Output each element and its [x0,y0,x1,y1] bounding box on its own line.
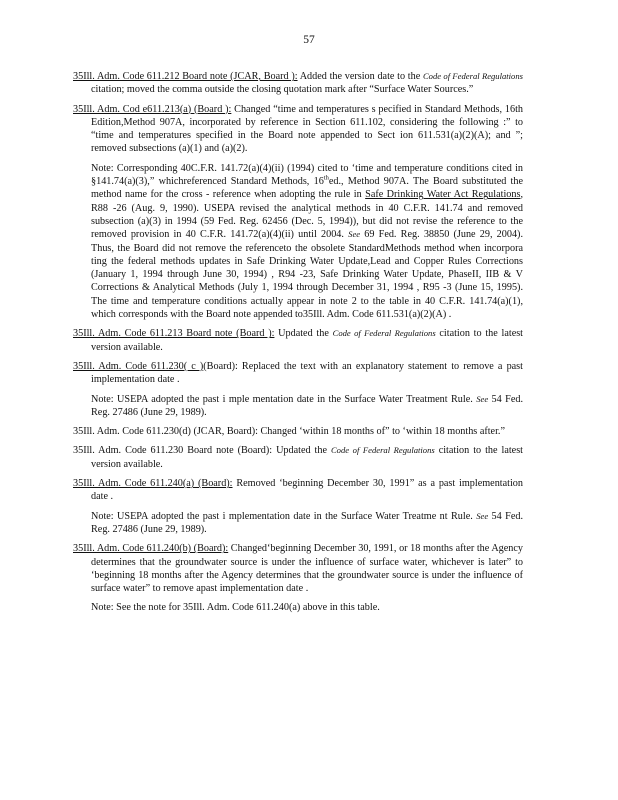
entry-611-230-d [73,425,523,438]
note-text: 54 Fed. Reg. 27486 (June 29, 1989). [91,393,523,418]
entry-text: Updated the [274,328,333,340]
page-number: 57 [303,34,315,46]
entry-text: Removed ‘beginning December 30, 1991” as a past implementation date . [91,478,523,503]
entry-text: Changed‘beginning December 30, 1991, or 18 months after the Agency determines that the groundwater source is under the influence of surface water, whichever is later” to ‘beginning 18 months after the Agency determines that the groundwater source is under the influence of surface water” to remove apast implementation date . [91,543,524,595]
underlined-title: Safe Drinking Water Act Regulations [365,189,521,201]
note-text: Note: USEPA adopted the past i mple mentation date in the Surface Water Treatment Rule. [91,393,477,405]
entry-611-240-b [73,542,523,595]
entry-note [91,393,523,420]
note-text: Note: USEPA adopted the past i mplementation date in the Surface Water Treatme nt Rule. [91,510,477,522]
section-reference: 35Ill. Adm. Code 611.240(a) (Board): [73,478,233,490]
entry-text: citation to the latest version available. [91,328,524,353]
entry-611-213-board-note [73,327,523,354]
section-reference: 35Ill. Adm. Cod e611.213(a) (Board ): [73,103,232,115]
section-reference-tail: (Board): [203,360,238,372]
entry-611-230-board-note [73,444,523,471]
section-reference: 35Ill. Adm. Code 611.212 Board note (JCAR, Board ): [73,71,298,82]
see-signal: See [348,229,361,240]
entry-note [91,601,523,614]
section-reference: 35Ill. Adm. Code 611.240(b) (Board): [73,543,229,555]
see-signal: See [476,510,489,521]
italic-citation: Code of Federal Regulations [332,328,436,339]
note-text: ed., Method 907A. The Board substituted the method name for the cross - reference when adopting the rule in [91,176,524,201]
entry-text: Updated the [272,445,331,457]
note-text: , R88 -26 (Aug. 9, 1990). USEPA revised the analytical methods in 40 C.F.R. 141.74 and removed subsection (a)(3) in 1994 (59 Fed. Reg. 62456 (Dec. 5, 1994)), but did not revise the reference to the removed provision in 40 C.F.R. 141.72(a)(4)(ii) until 2004. [91,189,523,241]
section-reference: 35Ill. Adm. Code 611.230( c ) [73,360,204,372]
entry-note [91,162,523,322]
note-text: Note: Corresponding 40C.F.R. 141.72(a)(4)(ii) (1994) cited to ‘time and temperature conditions cited in §141.74(a)(3),” whichreferenced Standard Methods, 16 [91,162,523,188]
note-text: Note: See the note for 35Ill. Adm. Code 611.240(a) above in this table. [91,602,380,614]
entry-611-240-a [73,477,523,504]
italic-citation: Code of Federal Regulations [330,445,435,456]
document-body [73,70,523,621]
entry-text: citation; moved the comma outside the closing quotation mark after “Surface Water Sources.” [91,84,474,96]
entry-text: Added the version date to the [297,71,423,82]
note-text: 54 Fed. Reg. 27486 (June 29, 1989). [91,510,523,535]
entry-611-230-c [73,360,523,387]
entry-text: Changed ‘within 18 months of” to ‘within 18 months after.” [257,426,505,438]
entry-text: Replaced the text with an explanatory statement to remove a past implementation date . [91,360,523,386]
superscript: th [323,174,329,182]
section-reference: 35Ill. Adm. Code 611.213 Board note (Board ): [73,328,275,340]
entry-text: citation to the latest version available. [91,445,523,470]
entry-611-212-board-note [73,70,523,97]
entry-text: Changed “time and temperatures s pecified in Standard Methods, 16th Edition,Method 907A, incorporated by reference in Section 611.102, considering the following :” to “time and temperatures specified in the Board note appended to Sect ion 611.531(a)(2)(A); and ”; removed subsections (a)(1) and (a)(2). [91,103,523,155]
section-reference: 35Ill. Adm. Code 611.230(d) (JCAR, Board): [73,426,258,438]
entry-note [91,510,523,537]
entry-611-213-a [73,103,523,156]
italic-citation: Code of Federal Regulations [422,71,523,81]
see-signal: See [476,393,489,404]
section-reference: 35Ill. Adm. Code 611.230 Board note (Board): [73,445,273,457]
note-text: 69 Fed. Reg. 38850 (June 29, 2004). Thus, the Board did not remove the referenceto the obsolete StandardMethods method when incorpora ting the federal methods updates in Safe Drinking Water Update,Lead and Copper Rules Corrections (January 1, 1994 through June 30, 1994) , R94 -23, Safe Drinking Water Update, PhaseII, IIB & V Corrections & Analytical Methods (July 1, 1994 through December 31, 1994 , R95 -3 (June 15, 1995). The time and temperature conditions actually appear in note 2 to the table in 40 C.F.R. 141.74(a)(1), which corresponds with the Board note appended to35Ill. Adm. Code 611.531(a)(2)(A) . [91,229,523,321]
